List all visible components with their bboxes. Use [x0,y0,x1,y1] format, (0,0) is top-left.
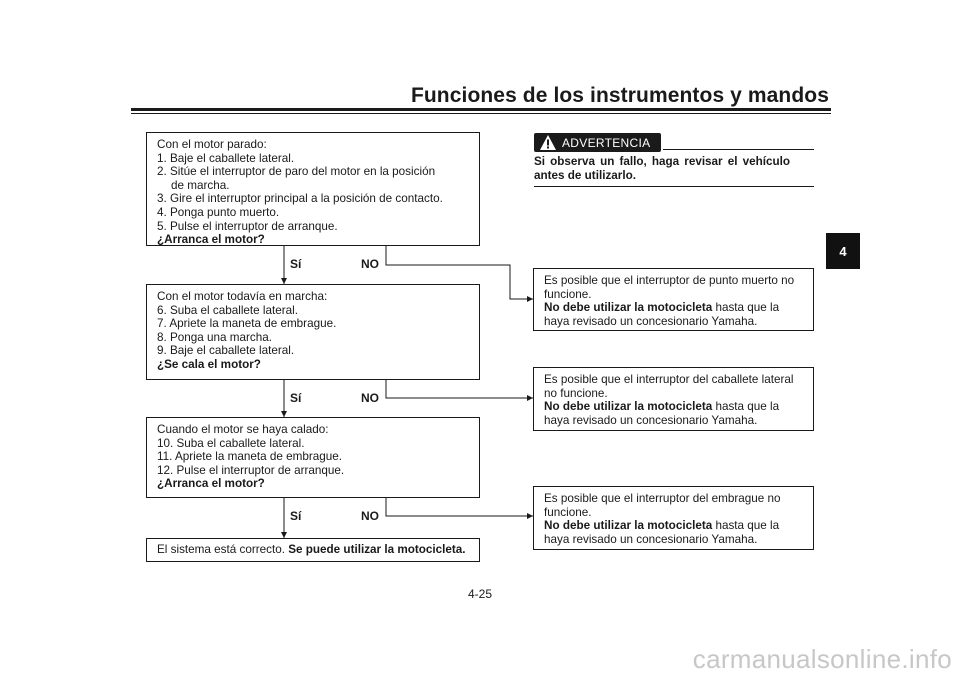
result1-rest: hasta que la [712,301,780,315]
no-arrow-2 [386,380,533,398]
result-ok-text: El sistema está correcto. [157,543,289,556]
warning-rule-bottom [534,186,814,187]
result1-bold: No debe utilizar la motocicleta [544,301,713,315]
yes-label-1: Sí [290,257,302,271]
box1-line: 4. Ponga punto muerto. [157,205,280,219]
box2-line: Con el motor todavía en marcha: [157,290,328,303]
result2-line: Es posible que el interruptor del caballete lateral [544,373,794,386]
box1-line: Con el motor parado: [157,138,267,151]
warning-rule-top [663,149,814,150]
box3-line: 10. Suba el caballete lateral. [157,436,305,450]
result2-bold: No debe utilizar la motocicleta [544,400,713,414]
result-ok-box [146,538,480,562]
box2-line: 9. Baje el caballete lateral. [157,344,295,358]
result2-line: no funcione. [544,386,608,400]
watermark: carmanualsonline.info [692,644,952,674]
chapter-tab: 4 [826,233,860,269]
box1-line: 3. Gire el interruptor principal a la posición de contacto. [157,192,443,206]
box3-question: ¿Arranca el motor? [157,477,265,491]
page-title: Funciones de los instrumentos y mandos [410,84,829,107]
result3-line [544,519,803,533]
warning-badge [534,133,661,152]
step-box-2 [146,284,480,380]
result2-rest: hasta que la [712,400,780,414]
box3-line: Cuando el motor se haya calado: [157,423,329,436]
yes-label-2: Sí [290,391,302,405]
box2-line: 7. Apriete la maneta de embrague. [157,317,337,331]
result-box-3 [533,486,814,550]
warning-text: Si observa un fallo, haga revisar el vehículo antes de utilizarlo. [534,155,790,182]
no-label-3: NO [361,509,379,523]
result3-line: haya revisado un concesionario Yamaha. [544,532,758,546]
no-label-1: NO [361,257,379,271]
box3-line: 11. Apriete la maneta de embrague. [157,450,342,464]
result2-line: haya revisado un concesionario Yamaha. [544,413,758,427]
result3-rest: hasta que la [712,519,780,533]
box2-line: 8. Ponga una marcha. [157,330,273,344]
result-box-1 [533,268,814,331]
result1-line: Es posible que el interruptor de punto muerto no [544,274,795,287]
box1-line: 1. Baje el caballete lateral. [157,151,295,165]
result-box-2 [533,367,814,431]
result1-line [544,301,803,315]
step-box-3 [146,417,480,498]
result-ok-line [157,543,469,557]
box1-question: ¿Arranca el motor? [157,233,265,247]
result3-bold: No debe utilizar la motocicleta [544,519,713,533]
result3-line: funcione. [544,505,592,519]
step-box-1 [146,132,480,246]
box2-question: ¿Se cala el motor? [157,357,261,371]
box2-line: 6. Suba el caballete lateral. [157,303,298,317]
warning-triangle-icon [539,134,557,151]
no-label-2: NO [361,391,379,405]
page-number: 4-25 [468,587,493,601]
warning-label: ADVERTENCIA [562,136,651,150]
box1-line: 2. Sitúe el interruptor de paro del motor en la posición [157,165,436,179]
box1-line: 5. Pulse el interruptor de arranque. [157,219,338,233]
result-ok-bold: Se puede utilizar la motocicleta. [288,543,466,556]
result2-line [544,400,803,414]
result1-line: haya revisado un concesionario Yamaha. [544,314,758,328]
result1-line: funcione. [544,287,592,301]
yes-label-3: Sí [290,509,302,523]
box3-line: 12. Pulse el interruptor de arranque. [157,463,345,477]
box1-line: de marcha. [171,178,230,192]
no-arrow-3 [386,498,533,516]
result3-line: Es posible que el interruptor del embrague no [544,492,781,505]
